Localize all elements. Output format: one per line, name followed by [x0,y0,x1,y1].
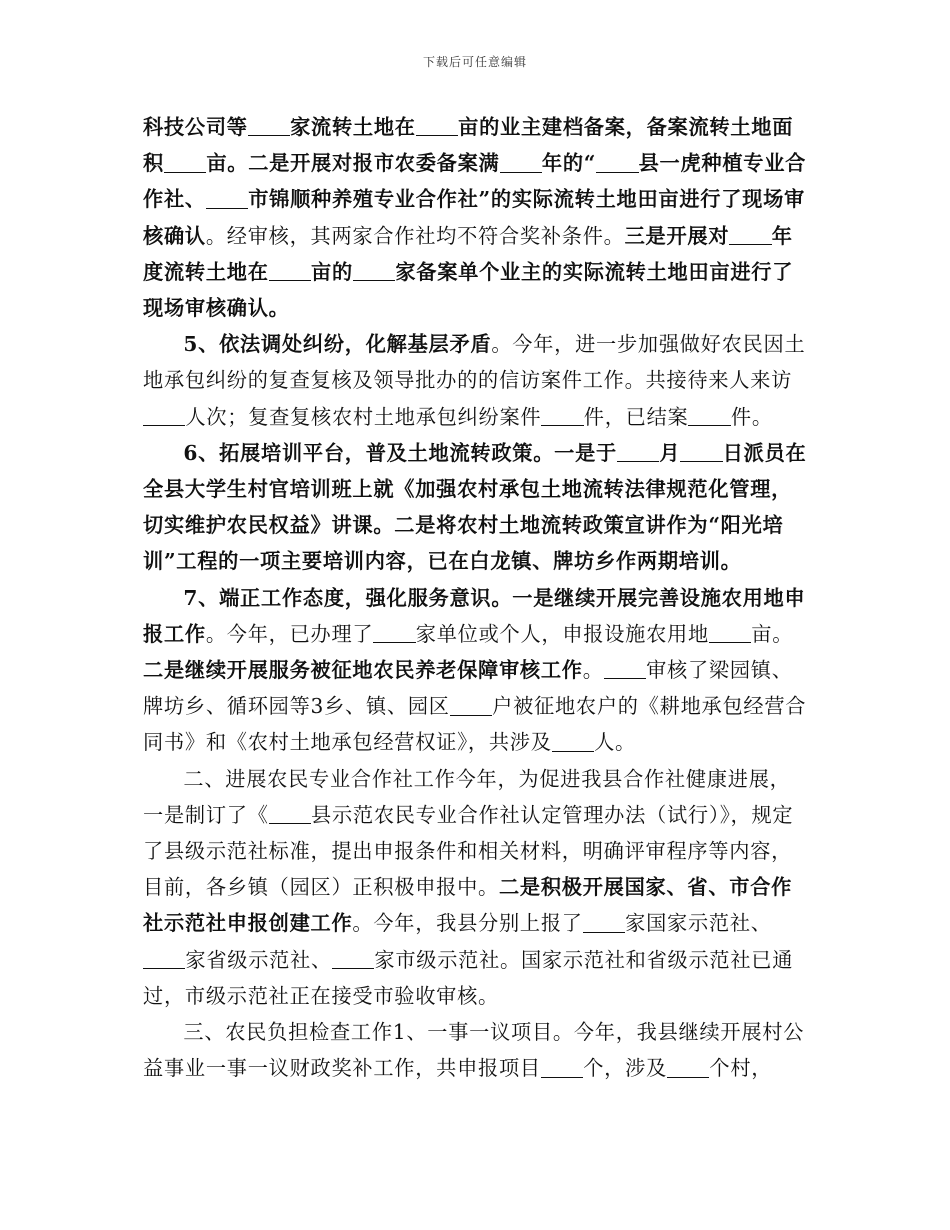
text-regular: 。经审核，其两家合作社均不符合奖补条件。 [205,223,625,248]
text-regular: 。今年，我县分别上报了 [352,911,583,936]
fill-blank [709,622,751,643]
fill-blank [617,441,659,462]
text-bold: 家流转土地在 [290,115,416,139]
fill-blank [450,694,492,715]
paragraph-training-platform [143,435,811,580]
text-regular: 亩。 [751,621,794,646]
paragraph-heading: 7、端正工作态度，强化服务意识。一是继续开展完善设施农用地申报工作 [143,585,806,646]
fill-blank [688,405,730,426]
text-bold: 亩。二是开展对报市农委备案满 [206,151,500,176]
text-bold: 二是积极开展国家、省、市合作社示范社申报创建工作 [143,875,793,936]
text-regular: 件，已结案 [583,404,689,429]
fill-blank [164,151,206,172]
text-regular: 家市级示范社。国家示范社和省级示范社已通过，市级示范社正在接受市验收审核。 [143,947,794,1008]
text-regular: 个，涉及 [583,1056,667,1081]
fill-blank [143,405,185,426]
text-bold: 月 [659,440,681,465]
fill-blank [596,151,638,172]
text-regular: 家省级示范社、 [185,947,332,972]
text-bold: 6、拓展培训平台，普及土地流转政策。一是于 [183,440,617,465]
text-regular: 个村， [709,1056,773,1081]
paragraph-heading: 5、依法调处纠纷，化解基层矛盾 [183,332,492,357]
fill-blank [353,260,395,281]
text-bold: 科技公司等 [143,115,248,139]
text-regular: 。今年，已办理了 [205,621,374,646]
paragraph-land-transfer-continued [143,109,811,326]
fill-blank [143,948,185,969]
paragraph-farmer-burden [143,1014,811,1086]
document-body [143,109,811,1086]
text-regular: 户被征地农户的《耕地承包经营合同书》和《农村土地承包经营权证》，共涉及 [143,694,807,755]
text-bold: 家备案单个业主的实际流转土地田亩进行了现场审核确认。 [143,259,794,321]
paragraph-cooperatives [143,761,811,1014]
fill-blank [206,188,248,209]
text-regular: 县示范农民专业合作社认定管理办法（试行）》，规定了县级示范社标准，提出申报条件和相关材料，明确评审程序等内容，目前，各乡镇（园区）正积极申报中。 [143,802,794,900]
page-header: 下载后可任意编辑 [422,55,527,69]
fill-blank [680,441,722,462]
text-regular: 。今年，进一步加强做好农民因土地承包纠纷的复查复核及领导批办的的信访案件工作。共接待来人来访 [143,332,806,393]
fill-blank [667,1057,709,1078]
fill-blank [541,405,583,426]
fill-blank [269,803,311,824]
text-bold: 二是继续开展服务被征地农民养老保障审核工作 [143,658,583,683]
fill-blank [332,948,374,969]
text-regular: 。 [582,658,604,683]
fill-blank [583,912,625,933]
text-regular: 人。 [594,730,636,755]
text-bold: 日派员在全县大学生村官培训班上就《加强农村承包土地流转法律规范化管理，切实维护农民权益》讲课。二是将农村土地流转政策宣讲作为“阳光培训”工程的一项主要培训内容，已在白龙镇、牌坊乡作两期培训。 [143,440,807,574]
fill-blank [416,115,458,136]
text-bold: 市锦顺种养殖专业合作社”的实际流转土地田亩进行了现场审核确认 [143,187,805,248]
text-bold: 亩的业主建档备案，备案流转土地面积 [143,115,794,176]
fill-blank [541,1057,583,1078]
text-bold: 年的“ [541,151,597,176]
fill-blank [729,224,771,245]
text-bold: 三是开展对 [624,223,730,248]
text-bold: 县一虎种植专业合作社、 [143,151,807,212]
text-regular: 家单位或个人，申报设施农用地 [415,621,709,646]
text-regular: 人次；复查复核农村土地承包纠纷案件 [185,404,542,429]
text-regular: 审核了梁园镇、牌坊乡、循环园等3乡、镇、园区 [143,658,793,719]
text-regular: 件。 [730,404,773,429]
fill-blank [552,731,594,752]
fill-blank [269,260,311,281]
text-bold: 年度流转土地在 [143,223,793,284]
fill-blank [604,658,646,679]
fill-blank [373,622,415,643]
paragraph-dispute-resolution [143,326,811,435]
paragraph-service-attitude [143,580,811,761]
text-regular: 二、进展农民专业合作社工作今年，为促进我县合作社健康进展，一是制订了《 [143,766,791,827]
text-bold: 亩的 [311,259,353,284]
fill-blank [248,115,290,136]
text-regular: 家国家示范社、 [625,911,772,936]
text-regular: 三、农民负担检查工作1、一事一议项目。今年，我县继续开展村公益事业一事一议财政奖补工作，共申报项目 [143,1020,805,1081]
fill-blank [500,151,542,172]
